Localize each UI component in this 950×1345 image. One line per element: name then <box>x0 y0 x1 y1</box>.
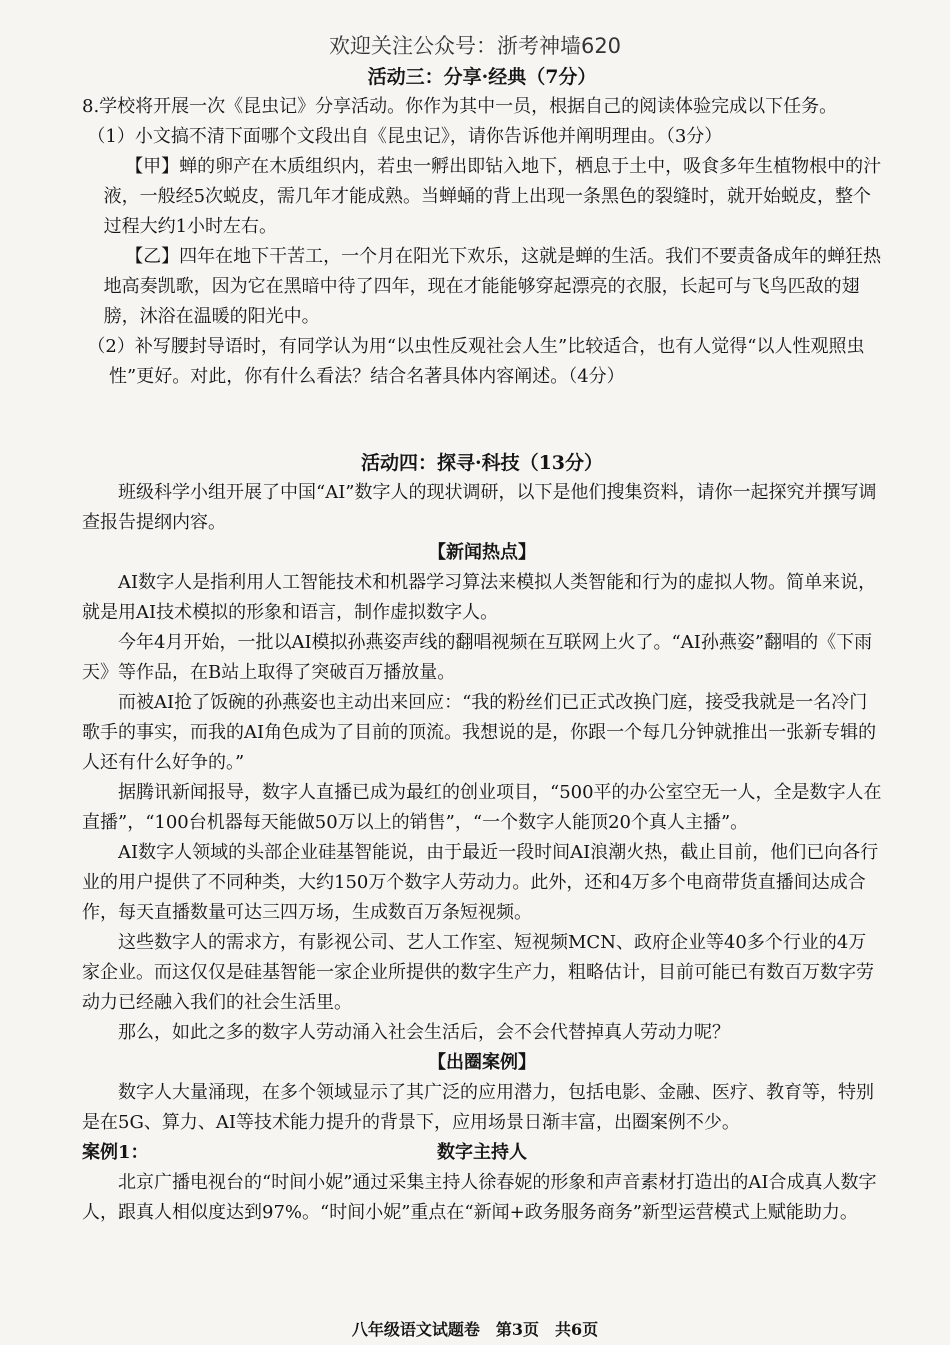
passage-jia: 【甲】蝉的卵产在木质组织内，若虫一孵出即钻入地下，栖息于土中，吸食多年生植物根中的汁液，一般经5次蜕皮，需几年才能成熟。当蝉蛹的背上出现一条黑色的裂缝时，就开始蜕皮，整个过程大约1小时左右。 <box>103 156 882 237</box>
activity3-title: 活动三：分享·经典（7分） <box>367 66 597 88</box>
news-paragraph: AI数字人领域的头部企业硅基智能说，由于最近一段时间AI浪潮火热，截止目前，他们已向各行业的用户提供了不同种类，大约150万个数字人劳动力。此外，还和4万多个电商带货直播间达成合作，每天直播数量可达三四万场，生成数百万条短视频。 <box>82 842 879 923</box>
news-paragraph: 据腾讯新闻报导，数字人直播已成为最红的创业项目，“500平的办公室空无一人，全是数字人在直播”，“100台机器每天能做50万以上的销售”，“一个数字人能顶20个真人主播”。 <box>82 782 882 833</box>
news-paragraph: 而被AI抢了饭碗的孙燕姿也主动出来回应：“我的粉丝们已正式改换门庭，接受我就是一名冷门歌手的事实，而我的AI角色成为了目前的顶流。我想说的是，你跟一个每几分钟就推出一张新专辑的人还有什么好争的。” <box>82 692 877 773</box>
passage-yi: 【乙】四年在地下干苦工，一个月在阳光下欢乐，这就是蝉的生活。我们不要责备成年的蝉狂热地高奏凯歌，因为它在黑暗中待了四年，现在才能能够穿起漂亮的衣服，长起可与飞鸟匹敌的翅膀，沐浴在温暖的阳光中。 <box>103 246 882 327</box>
question-8: 8.学校将开展一次《昆虫记》分享活动。你作为其中一员，根据自己的阅读体验完成以下任务。 <box>82 96 838 117</box>
subquestion-2: （2）补写腰封导语时，有同学认为用“以虫性反观社会人生”比较适合，也有人觉得“以人性观照虫性”更好。对此，你有什么看法？结合名著具体内容阐述。（4分） <box>87 336 865 387</box>
page-footer: 八年级语文试题卷 第3页 共6页 <box>351 1320 599 1339</box>
activity3-section <box>82 62 882 392</box>
case1-title: 数字主持人 <box>437 1142 527 1163</box>
activity4-title: 活动四：探寻·科技（13分） <box>360 452 604 474</box>
cases-intro: 数字人大量涌现，在多个领域显示了其广泛的应用潜力，包括电影、金融、医疗、教育等，特别是在5G、算力、AI等技术能力提升的背景下，应用场景日渐丰富，出圈案例不少。 <box>82 1082 874 1133</box>
watermark-text: 欢迎关注公众号：浙考神墙620 <box>328 34 622 58</box>
cases-heading: 【出圈案例】 <box>428 1052 536 1073</box>
case1-label: 案例1： <box>82 1142 149 1163</box>
news-paragraph: AI数字人是指利用人工智能技术和机器学习算法来模拟人类智能和行为的虚拟人物。简单来说，就是用AI技术模拟的形象和语言，制作虚拟数字人。 <box>82 572 877 623</box>
case1-text: 北京广播电视台的“时间小妮”通过采集主持人徐春妮的形象和声音素材打造出的AI合成真人数字人，跟真人相似度达到97%。“时间小妮”重点在“新闻+政务服务商务”新型运营模式上赋能助力。 <box>82 1172 877 1223</box>
news-paragraph: 今年4月开始，一批以AI模拟孙燕姿声线的翻唱视频在互联网上火了。“AI孙燕姿”翻唱的《下雨天》等作品，在B站上取得了突破百万播放量。 <box>82 632 873 683</box>
subquestion-1: （1）小文搞不清下面哪个文段出自《昆虫记》，请你告诉他并阐明理由。（3分） <box>87 126 723 147</box>
activity4-intro: 班级科学小组开展了中国“AI”数字人的现状调研，以下是他们搜集资料，请你一起探究并撰写调查报告提纲内容。 <box>82 482 877 533</box>
activity4-section <box>82 448 882 1228</box>
news-heading: 【新闻热点】 <box>428 542 536 563</box>
case1-header <box>82 1138 882 1168</box>
news-paragraph: 那么，如此之多的数字人劳动涌入社会生活后，会不会代替掉真人劳动力呢？ <box>118 1022 730 1043</box>
news-paragraph: 这些数字人的需求方，有影视公司、艺人工作室、短视频MCN、政府企业等40多个行业的4万家企业。而这仅仅是硅基智能一家企业所提供的数字生产力，粗略估计，目前可能已有数百万数字劳动力已经融入我们的社会生活里。 <box>82 932 874 1013</box>
